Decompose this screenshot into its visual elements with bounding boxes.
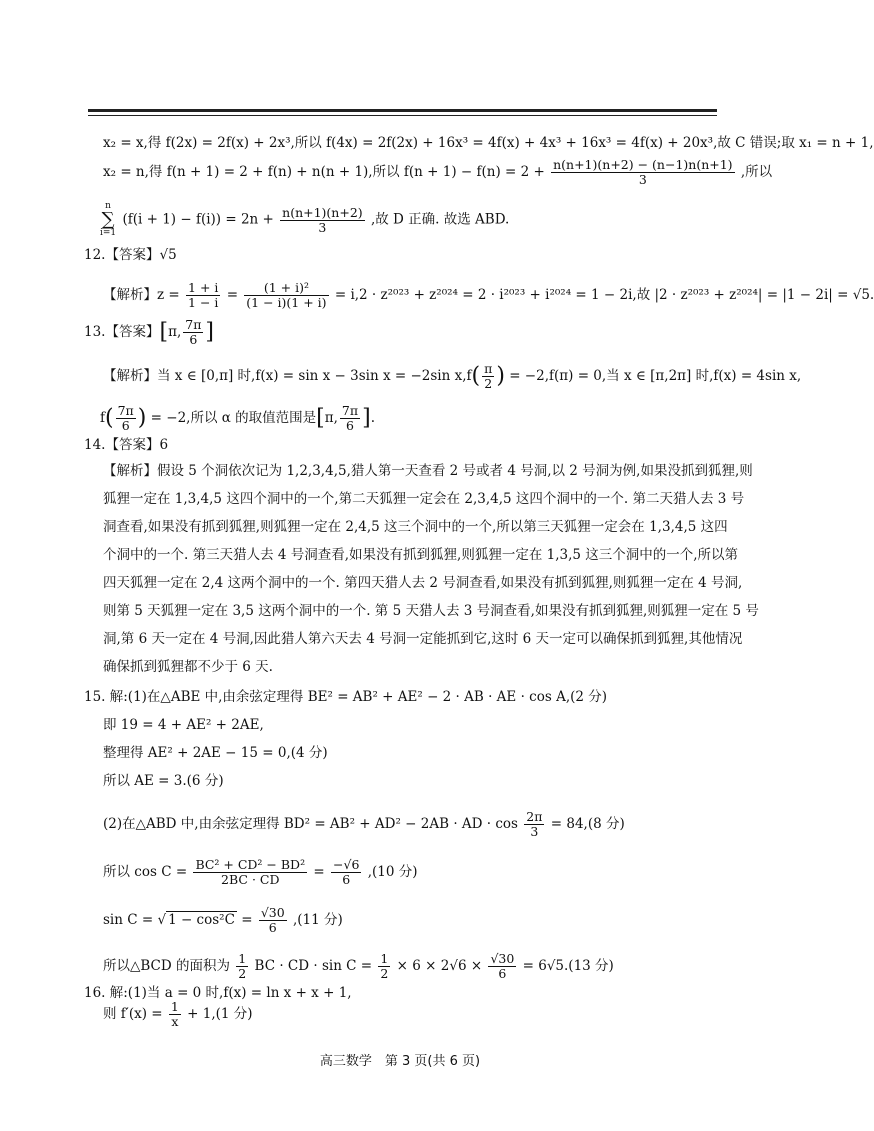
q15-line-5-tail: = 84,(8 分)	[550, 816, 625, 832]
fraction-denominator: 6	[121, 418, 130, 433]
q13-f-label: f	[100, 410, 105, 426]
sum-lower: i=1	[100, 228, 117, 238]
q13-analysis-text: 【解析】当 x ∈ [0,π] 时,f(x) = sin x − 3sin x = −2sin x,f	[103, 368, 472, 384]
q16-line-1: 16. 解:(1)当 a = 0 时,f(x) = ln x + x + 1,	[84, 985, 352, 1001]
fraction-denominator: 6	[268, 920, 277, 935]
q15-line-5-text: (2)在△ABD 中,由余弦定理得 BD² = AB² + AD² − 2AB · AD · cos	[103, 816, 518, 832]
q11-line-3-text: (f(i + 1) − f(i)) = 2n +	[122, 211, 274, 228]
q11-line-3	[100, 202, 509, 238]
fraction-denominator: 6	[342, 872, 351, 887]
q11-line-3-tail: ,故 D 正确. 故选 ABD.	[370, 211, 510, 228]
fraction-denominator: 1 − i	[188, 295, 219, 310]
q15-cos-fraction	[193, 858, 307, 887]
q15-line-8-text: 所以△BCD 的面积为	[103, 958, 230, 974]
fraction-numerator: 7π	[117, 403, 134, 418]
q11-line-2	[103, 158, 772, 187]
q11-line-2-text: x₂ = n,得 f(n + 1) = 2 + f(n) + n(n + 1),所以 f(n + 1) − f(n) = 2 +	[103, 164, 545, 180]
q12-analysis	[103, 281, 874, 310]
q15-line-7	[103, 906, 343, 935]
sum-upper: n	[105, 201, 111, 211]
sigma-icon: ∑	[101, 209, 115, 230]
q15-area-fraction	[488, 952, 516, 981]
q15-half-fraction	[236, 952, 248, 981]
q15-sin-value	[259, 906, 287, 935]
right-bracket: ]	[205, 319, 215, 345]
q14-analysis-line: 个洞中的一个. 第三天猎人去 4 号洞查看,如果没有抓到狐狸,则狐狸一定在 1,3,5 这三个洞中的一个,所以第	[103, 547, 739, 563]
q15-half-fraction-2	[378, 952, 390, 981]
q14-answer: 14.【答案】6	[84, 437, 169, 453]
q12-analysis-label: 【解析】z =	[103, 287, 180, 303]
q12-fraction-2	[244, 281, 328, 310]
q15-line-8	[103, 952, 614, 981]
q15-line-7-tail: ,(11 分)	[292, 912, 343, 928]
fraction-numerator: 7π	[341, 403, 359, 418]
fraction-numerator: 1	[380, 951, 389, 966]
fraction-numerator: 1 + i	[188, 280, 219, 295]
q12-fraction-1	[186, 281, 220, 310]
fraction-numerator: 2π	[526, 809, 543, 824]
q11-line-2-tail: ,所以	[740, 164, 773, 180]
q13-analysis-line-1: 【解析】当 x ∈ [0,π] 时,f(x) = sin x − 3sin x = −2sin x,f( $\frac{\pi}{2}$ ) = −2,f(π) = 0,当 x ∈ [π,2π] 时,f(x) = 4sin x,	[103, 361, 802, 391]
q15-line-3: 整理得 AE² + 2AE − 15 = 0,(4 分)	[103, 745, 328, 761]
q16-line-2-text: 则 f′(x) =	[103, 1006, 163, 1022]
fraction-denominator: 6	[189, 332, 198, 347]
radicand: 1 − cos²C	[168, 912, 235, 928]
q12-analysis-tail: = i,2 · z²⁰²³ + z²⁰²⁴ = 2 · i²⁰²³ + i²⁰²⁴ = 1 − 2i,故 |2 · z²⁰²³ + z²⁰²⁴| = |1 − 2i| = √5.	[334, 287, 874, 303]
fraction-numerator: n(n+1)(n+2)	[282, 204, 363, 220]
q14-analysis-line: 狐狸一定在 1,3,4,5 这四个洞中的一个,第二天狐狸一定会在 2,3,4,5 这四个洞中的一个. 第二天猎人去 3 号	[103, 491, 745, 507]
q13-analysis-tail: = −2,f(π) = 0,当 x ∈ [π,2π] 时,f(x) = 4sin x,	[509, 368, 802, 384]
q15-line-6-text: 所以 cos C =	[103, 864, 188, 880]
q15-line-1: 15. 解:(1)在△ABE 中,由余弦定理得 BE² = AB² + AE² − 2 · AB · AE · cos A,(2 分)	[84, 689, 608, 705]
fraction-numerator: BC² + CD² − BD²	[195, 857, 306, 872]
fraction-numerator: 7π	[185, 317, 202, 332]
fraction-denominator: (1 − i)(1 + i)	[246, 295, 327, 310]
fraction-numerator: (1 + i)²	[244, 281, 328, 296]
fraction-denominator: 3	[638, 172, 647, 187]
q15-fraction-2pi-3	[524, 810, 544, 839]
q14-analysis-line: 确保抓到狐狸都不少于 6 天.	[103, 659, 273, 675]
fraction-numerator: √30	[490, 951, 515, 966]
q14-analysis-line: 【解析】假设 5 个洞依次记为 1,2,3,4,5,猎人第一天查看 2 号或者 4 号洞,以 2 号洞为例,如果没抓到狐狸,则	[103, 463, 753, 479]
page-footer: 高三数学 第 3 页(共 6 页)	[319, 1054, 481, 1069]
q15-line-6-tail: ,(10 分)	[367, 864, 418, 880]
q13-answer-pi: π,	[168, 324, 182, 340]
q13-fraction-pi-2	[482, 362, 494, 391]
fraction-numerator: √30	[260, 905, 285, 920]
q11-fraction-1	[551, 158, 734, 187]
q15-line-8-mid: BC · CD · sin C =	[254, 958, 373, 974]
q14-analysis-line: 洞,第 6 天一定在 4 号洞,因此猎人第六天去 4 号洞一定能抓到它,这时 6 天一定可以确保抓到狐狸,其他情况	[103, 631, 743, 647]
fraction-denominator: 2	[484, 376, 493, 391]
q13-range-pi: π,	[324, 410, 338, 426]
q14-analysis-line: 四天狐狸一定在 2,4 这两个洞中的一个. 第四天猎人去 2 号洞查看,如果没有抓到狐狸,则狐狸一定在 4 号洞,	[103, 575, 743, 591]
q15-cos-value	[331, 858, 361, 887]
q15-line-7-text: sin C = √	[103, 912, 167, 928]
fraction-denominator: 2	[238, 966, 247, 981]
q15-line-5	[103, 810, 625, 839]
header-rule-thick	[88, 109, 717, 112]
equals-sign: =	[313, 864, 325, 880]
equals-sign: =	[241, 912, 253, 928]
q13-range-fraction	[340, 404, 360, 433]
q15-line-8-tail: = 6√5.(13 分)	[522, 958, 614, 974]
left-bracket: [	[159, 319, 169, 345]
fraction-denominator: 6	[346, 418, 354, 433]
q14-analysis-line: 则第 5 天狐狸一定在 3,5 这两个洞中的一个. 第 5 天猎人去 3 号洞查看,如果没有抓到狐狸,则狐狸一定在 5 号	[103, 603, 759, 619]
fraction-numerator: 1	[170, 999, 179, 1014]
equals-sign: =	[226, 287, 238, 303]
q13-fraction-7pi-6	[116, 404, 136, 433]
header-rule-thin	[88, 115, 717, 116]
q12-answer: 12.【答案】√5	[84, 247, 177, 263]
q16-line-2	[103, 1000, 253, 1029]
q16-fraction-1-x	[169, 1000, 181, 1029]
q13-answer-fraction	[183, 318, 203, 347]
q14-analysis-line: 洞查看,如果没有抓到狐狸,则狐狸一定在 2,4,5 这三个洞中的一个,所以第三天狐狸一定会在 1,3,4,5 这四	[103, 519, 728, 535]
q16-line-2-tail: + 1,(1 分)	[187, 1006, 253, 1022]
fraction-numerator: −√6	[333, 857, 360, 872]
q13-answer-label: 13.【答案】	[84, 324, 160, 340]
fraction-denominator: 2BC · CD	[221, 872, 280, 887]
q13-analysis-line-2: f( $\frac{7\pi}{6}$ ) = −2,所以 α 的取值范围是[π, $\frac{7\pi}{6}$ ].	[100, 403, 375, 433]
fraction-denominator: 2	[380, 966, 389, 981]
q13-range-text: = −2,所以 α 的取值范围是	[150, 410, 317, 426]
fraction-numerator: n(n+1)(n+2) − (n−1)n(n+1)	[553, 157, 733, 172]
q15-line-2: 即 19 = 4 + AE² + 2AE,	[103, 717, 264, 733]
fraction-numerator: π	[484, 361, 493, 376]
q15-line-8-product: × 6 × 2√6 ×	[396, 958, 483, 974]
fraction-denominator: 3	[530, 824, 539, 839]
fraction-denominator: 3	[318, 219, 327, 235]
q15-line-4: 所以 AE = 3.(6 分)	[103, 773, 224, 789]
q11-line-1: x₂ = x,得 f(2x) = 2f(x) + 2x³,所以 f(4x) = 2f(2x) + 16x³ = 4f(x) + 4x³ + 16x³ = 4f(x) + 20x³,故 C 错误;取 x₁ = n + 1,	[103, 135, 874, 151]
fraction-numerator: 1	[238, 951, 247, 966]
summation-symbol	[100, 202, 116, 238]
fraction-denominator: x	[171, 1014, 179, 1029]
q15-line-6	[103, 858, 418, 887]
q11-fraction-2	[280, 206, 365, 235]
fraction-denominator: 6	[498, 966, 507, 981]
q13-answer	[84, 318, 214, 347]
